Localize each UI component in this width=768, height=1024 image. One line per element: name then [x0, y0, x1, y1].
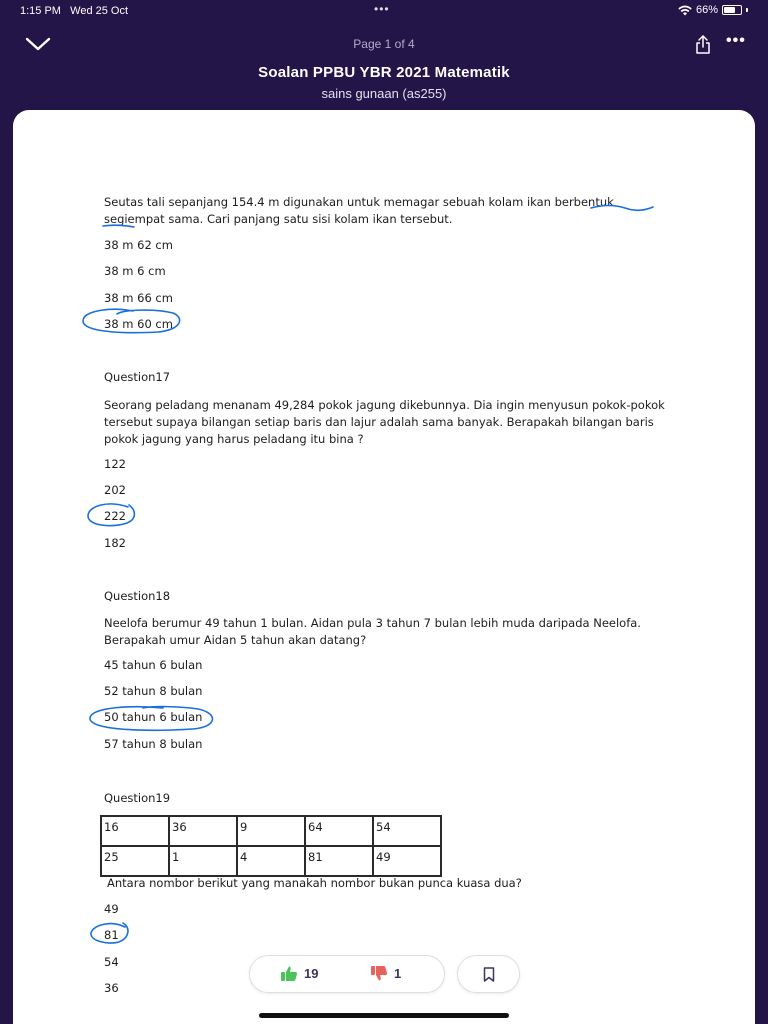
status-time: 1:15 PM — [20, 5, 61, 17]
table-cell: 36 — [169, 816, 237, 846]
multitasking-dots-icon[interactable]: ••• — [374, 2, 390, 16]
table-cell: 49 — [373, 846, 441, 876]
question-18-text: Neelofa berumur 49 tahun 1 bulan. Aidan pula 3 tahun 7 bulan lebih muda daripada Neelofa. Berapakah umur Aidan 5 tahun akan datang? — [104, 616, 641, 647]
table-row — [101, 846, 441, 876]
table-cell: 25 — [101, 846, 169, 876]
table-cell: 16 — [101, 816, 169, 846]
like-count: 19 — [304, 966, 319, 981]
status-bar — [0, 0, 768, 22]
question-19-table — [100, 815, 442, 877]
dislike-count: 1 — [394, 966, 402, 981]
q16-option-2: 38 m 6 cm — [104, 264, 166, 278]
q17-option-1: 122 — [104, 457, 126, 471]
reaction-bar — [249, 955, 445, 993]
q18-option-3: 50 tahun 6 bulan — [104, 710, 203, 724]
q18-option-2: 52 tahun 8 bulan — [104, 684, 203, 698]
status-time-date — [20, 5, 128, 17]
page-indicator: Page 1 of 4 — [353, 37, 415, 51]
table-cell: 9 — [237, 816, 305, 846]
q18-option-1: 45 tahun 6 bulan — [104, 658, 203, 672]
q16-option-3: 38 m 66 cm — [104, 291, 173, 305]
q17-option-2: 202 — [104, 483, 126, 497]
question-19-text: Antara nombor berikut yang manakah nombor bukan punca kuasa dua? — [107, 876, 522, 890]
question-17-text: Seorang peladang menanam 49,284 pokok jagung dikebunnya. Dia ingin menyusun pokok-pokok tersebut supaya bilangan setiap baris dan lajur adalah sama banyak. Berapakah bilangan baris pokok jagung yang harus peladang itu bina ? — [104, 398, 665, 446]
thumbs-up-icon — [280, 965, 298, 982]
q17-option-4: 182 — [104, 536, 126, 550]
q19-option-3: 54 — [104, 955, 119, 969]
document-title: Soalan PPBU YBR 2021 Matematik — [258, 64, 510, 81]
like-button[interactable] — [280, 965, 318, 982]
battery-level — [724, 7, 735, 13]
question-16-text: Seutas tali sepanjang 154.4 m digunakan untuk memagar sebuah kolam ikan berbentuk segiempat sama. Cari panjang satu sisi kolam ikan tersebut. — [104, 195, 614, 226]
table-cell: 64 — [305, 816, 373, 846]
q18-option-4: 57 tahun 8 bulan — [104, 737, 203, 751]
bookmark-button[interactable] — [457, 955, 520, 993]
question-18-label: Question18 — [104, 589, 171, 603]
document-subtitle: sains gunaan (as255) — [321, 86, 447, 101]
share-icon[interactable] — [693, 33, 713, 55]
table-cell: 54 — [373, 816, 441, 846]
status-right — [678, 4, 748, 16]
question-17-label: Question17 — [104, 370, 171, 384]
status-date: Wed 25 Oct — [70, 5, 129, 17]
wifi-icon — [678, 5, 692, 16]
more-horizontal-icon[interactable]: ••• — [726, 32, 746, 49]
q19-option-2: 81 — [104, 928, 119, 942]
table-cell: 1 — [169, 846, 237, 876]
document-header — [0, 22, 768, 110]
q17-option-3: 222 — [104, 509, 126, 523]
battery-icon — [722, 5, 742, 15]
battery-tip — [746, 8, 748, 12]
table-cell: 4 — [237, 846, 305, 876]
q19-option-1: 49 — [104, 902, 119, 916]
thumbs-down-icon — [370, 965, 388, 982]
table-row — [101, 816, 441, 846]
q19-option-4: 36 — [104, 981, 119, 995]
table-cell: 81 — [305, 846, 373, 876]
document-page[interactable] — [13, 110, 755, 1024]
dislike-button[interactable] — [370, 965, 401, 982]
battery-percent: 66% — [695, 4, 718, 16]
q16-option-1: 38 m 62 cm — [104, 238, 173, 252]
home-indicator[interactable] — [259, 1013, 509, 1018]
question-19-label: Question19 — [104, 791, 171, 805]
bookmark-icon — [483, 967, 495, 982]
q16-option-4: 38 m 60 cm — [104, 317, 173, 331]
